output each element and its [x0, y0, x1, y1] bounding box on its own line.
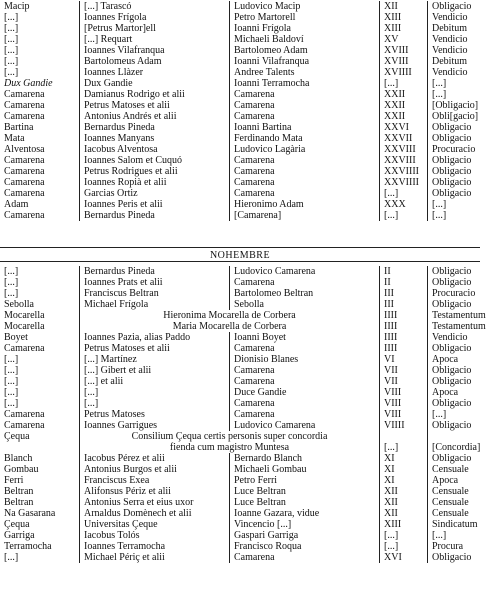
table-cell: Camarena — [230, 343, 380, 354]
table-cell: Duce Gandie — [230, 387, 380, 398]
table-cell: Obligacio — [432, 277, 472, 288]
table-cell: Camarena — [230, 552, 380, 563]
table-cell: IIII — [380, 321, 428, 332]
table-cell: Damianus Rodrigo et alii — [80, 89, 230, 100]
table-cell: Mocarella — [0, 321, 80, 332]
table-cell: Camarena — [230, 409, 380, 420]
table-cell: Obligacio — [432, 552, 472, 563]
table-cell: Ludovico Macip — [230, 1, 380, 12]
table-cell: Na Gasarana — [0, 508, 80, 519]
table-cell: [...] — [0, 376, 80, 387]
table-cell: Franciscus Exea — [80, 475, 230, 486]
table-cell: III — [380, 288, 428, 299]
table-cell: Arnaldus Domènech et alii — [80, 508, 230, 519]
table-cell: Sebolla — [0, 299, 80, 310]
table-cell: Camarena — [230, 89, 380, 100]
table-cell: Iacobus Tolós — [80, 530, 230, 541]
table-cell: Camarena — [0, 155, 80, 166]
table-cell: [...] — [432, 530, 447, 541]
table-cell: VII — [380, 376, 428, 387]
table-cell: Ioannes Terramocha — [80, 541, 230, 552]
table-cell: Camarena — [230, 100, 380, 111]
table-cell: Apoca — [432, 387, 459, 398]
table-cell: IIII — [380, 310, 428, 321]
table-cell: Obligacio — [432, 365, 472, 376]
table-cell: Antonius Serra et eius uxor — [80, 497, 230, 508]
table-cell: XI — [380, 475, 428, 486]
table-cell: Camarena — [230, 376, 380, 387]
table-cell: Ludovico Lagària — [230, 144, 380, 155]
table-cell: IIII — [380, 343, 428, 354]
table-cell: Censuale — [432, 497, 469, 508]
table-cell: [...] — [0, 552, 80, 563]
table-cell: Obligacio — [432, 343, 472, 354]
table-cell: XIII — [380, 12, 428, 23]
table-cell: XXVIII — [380, 144, 428, 155]
table-cell: Vendicio — [432, 45, 468, 56]
table-cell: Ferdinando Mata — [230, 133, 380, 144]
table-cell: Michaeli Baldoví — [230, 34, 380, 45]
table-cell: Maria Mocarella de Corbera — [80, 321, 380, 332]
table-cell: Camarena — [0, 111, 80, 122]
table-cell: Camarena — [0, 188, 80, 199]
table-cell: fienda cum magistro Muntesa — [80, 442, 380, 453]
table-cell: VIII — [380, 409, 428, 420]
table-cell: Obli[gacio] — [432, 111, 479, 122]
table-cell: Obligacio — [432, 133, 472, 144]
table-cell: XVI — [380, 552, 428, 563]
table-cell: Ferri — [0, 475, 80, 486]
table-cell: XXII — [380, 111, 428, 122]
table-cell: XII — [380, 1, 428, 12]
table-cell: Obligacio — [432, 188, 472, 199]
table-cell: Obligacio — [432, 266, 472, 277]
table-cell: [...] — [80, 387, 230, 398]
table-cell: Gaspari Garriga — [230, 530, 380, 541]
table-cell: Obligacio — [432, 299, 472, 310]
table-cell: VIII — [380, 387, 428, 398]
table-cell: Andree Talents — [230, 67, 380, 78]
table-cell: Camarena — [230, 365, 380, 376]
table-cell: Ioannes Peris et alii — [80, 199, 230, 210]
table-cell: III — [380, 299, 428, 310]
table-cell: Vendicio — [432, 34, 468, 45]
table-cell: Petro Martorell — [230, 12, 380, 23]
table-cell: Beltran — [0, 497, 80, 508]
table-cell: Camarena — [0, 409, 80, 420]
table-cell: Çequa — [0, 519, 80, 530]
divider-top — [0, 247, 480, 248]
table-cell: Ioanni Frígola — [230, 23, 380, 34]
table-cell: Testamentum — [432, 321, 486, 332]
month-heading: NOHEMBRE — [209, 250, 271, 261]
table-cell: Camarena — [0, 210, 80, 221]
table-cell: Dionisio Blanes — [230, 354, 380, 365]
table-cell: Bartolomeus Adam — [80, 56, 230, 67]
table-cell: [...] — [432, 199, 447, 210]
table-cell: Hieronima Mocarella de Corbera — [80, 310, 380, 321]
table-cell: Camarena — [230, 177, 380, 188]
table-cell: Ioannes Manyans — [80, 133, 230, 144]
table-cell: [...] — [0, 277, 80, 288]
table-cell: [...] — [432, 89, 447, 100]
table-cell — [0, 442, 80, 453]
table-cell: Obligacio — [432, 122, 472, 133]
table-cell: Debitum — [432, 23, 467, 34]
table-cell: Universitas Çeque — [80, 519, 230, 530]
table-cell: [...] — [380, 210, 428, 221]
table-cell: Obligacio — [432, 177, 472, 188]
table-cell: XIII — [380, 23, 428, 34]
table-cell: Bartina — [0, 122, 80, 133]
table-cell: Vendicio — [432, 67, 468, 78]
table-cell: Vendicio — [432, 332, 468, 343]
table-cell: Luce Beltran — [230, 497, 380, 508]
table-cell: Ioanni Vilafranqua — [230, 56, 380, 67]
table-cell: Michael Frígola — [80, 299, 230, 310]
table-cell: [...] — [80, 398, 230, 409]
table-cell: [...] — [0, 12, 80, 23]
table-cell: [...] — [0, 23, 80, 34]
table-cell: Bartolomeo Adam — [230, 45, 380, 56]
table-cell: Debitum — [432, 56, 467, 67]
table-cell: XXII — [380, 89, 428, 100]
table-cell: Bernardo Blanch — [230, 453, 380, 464]
table-cell: Garriga — [0, 530, 80, 541]
table-cell: [...] — [432, 409, 447, 420]
table-cell: XI — [380, 464, 428, 475]
table-cell: Ioanne Gazara, vidue — [230, 508, 380, 519]
table-cell: Ioannes Ropià et alii — [80, 177, 230, 188]
table-cell: [...] — [380, 188, 428, 199]
table-cell: Petrus Matoses et alii — [80, 343, 230, 354]
table-cell: Sebolla — [230, 299, 380, 310]
table-cell: [Concordia] — [432, 442, 481, 453]
table-cell: Petrus Matoses et alii — [80, 100, 230, 111]
table-cell: Obligacio — [432, 166, 472, 177]
table-cell: Dux Gandie — [0, 78, 80, 89]
table-cell: Michael Périç et alii — [80, 552, 230, 563]
table-cell: Garcias Ortiz — [80, 188, 230, 199]
table-cell: Camarena — [230, 155, 380, 166]
table-cell: Camarena — [0, 420, 80, 431]
table-cell: XII — [380, 497, 428, 508]
table-cell: XXVI — [380, 122, 428, 133]
table-cell: Camarena — [0, 343, 80, 354]
table-cell: [Petrus Martor]ell — [80, 23, 230, 34]
table-cell: Michaeli Gombau — [230, 464, 380, 475]
table-cell: XVIIII — [380, 67, 428, 78]
table-cell: II — [380, 277, 428, 288]
table-cell: [...] — [0, 398, 80, 409]
table-cell: [...] Requart — [80, 34, 230, 45]
table-top — [0, 1, 480, 221]
table-cell: Ioannes Frígola — [80, 12, 230, 23]
table-cell: Sindicatum — [432, 519, 478, 530]
table-cell: XXVIIII — [380, 177, 428, 188]
table-cell: Ioannes Prats et alii — [80, 277, 230, 288]
table-cell: Obligacio — [432, 155, 472, 166]
table-cell: [...] — [380, 442, 428, 453]
table-cell: Censuale — [432, 486, 469, 497]
table-cell: Apoca — [432, 475, 459, 486]
table-cell: XII — [380, 486, 428, 497]
table-cell: [...] et alii — [80, 376, 230, 387]
table-cell: Ioannes Vilafranqua — [80, 45, 230, 56]
table-cell: XVIII — [380, 56, 428, 67]
table-cell: [Camarena] — [230, 210, 380, 221]
table-cell: [...] Tarascó — [80, 1, 230, 12]
table-cell: Gombau — [0, 464, 80, 475]
table-cell: Camarena — [230, 398, 380, 409]
table-cell: XIII — [380, 519, 428, 530]
table-cell: [...] — [0, 56, 80, 67]
table-cell: Obligacio — [432, 453, 472, 464]
table-cell: XXVIII — [380, 155, 428, 166]
table-cell: Bernardus Pineda — [80, 266, 230, 277]
table-cell: Ioannes Salom et Cuquó — [80, 155, 230, 166]
table-cell: Camarena — [0, 89, 80, 100]
table-cell: Macip — [0, 1, 80, 12]
table-cell: Petrus Matoses — [80, 409, 230, 420]
table-cell: [...] — [0, 34, 80, 45]
table-cell: Antonius Burgos et alii — [80, 464, 230, 475]
table-cell: Antonius Andrés et alii — [80, 111, 230, 122]
table-cell: XV — [380, 34, 428, 45]
table-cell: Dux Gandie — [80, 78, 230, 89]
table-cell: Hieronimo Adam — [230, 199, 380, 210]
table-cell: [...] Martínez — [80, 354, 230, 365]
table-cell: [...] — [0, 354, 80, 365]
table-cell: Blanch — [0, 453, 80, 464]
table-cell: Petro Ferri — [230, 475, 380, 486]
table-cell: Obligacio — [432, 420, 472, 431]
table-cell: Ioanni Boyet — [230, 332, 380, 343]
table-cell: Çequa — [0, 431, 80, 442]
table-cell: XXII — [380, 100, 428, 111]
table-cell: Ioanni Terramocha — [230, 78, 380, 89]
table-cell: VI — [380, 354, 428, 365]
table-cell — [380, 431, 428, 442]
table-cell: Ioannes Garrigues — [80, 420, 230, 431]
table-cell: [...] — [0, 387, 80, 398]
table-cell: VIII — [380, 398, 428, 409]
table-cell: Testamentum — [432, 310, 486, 321]
table-cell: IIII — [380, 332, 428, 343]
table-cell: XXX — [380, 199, 428, 210]
table-cell: Iacobus Alventosa — [80, 144, 230, 155]
table-cell: Bartolomeo Beltran — [230, 288, 380, 299]
table-cell: XI — [380, 453, 428, 464]
table-cell: [...] — [432, 210, 447, 221]
table-cell: [Obligacio] — [432, 100, 479, 111]
table-cell: [...] — [380, 530, 428, 541]
table-cell: VII — [380, 365, 428, 376]
table-cell: Beltran — [0, 486, 80, 497]
table-cell: Alifonsus Périz et alii — [80, 486, 230, 497]
table-cell: Bernardus Pineda — [80, 122, 230, 133]
table-cell: II — [380, 266, 428, 277]
table-cell: Ioanni Bartina — [230, 122, 380, 133]
table-cell: Obligacio — [432, 1, 472, 12]
divider-bottom — [0, 261, 480, 262]
table-cell: Mocarella — [0, 310, 80, 321]
table-cell: Alventosa — [0, 144, 80, 155]
table-cell: Ludovico Camarena — [230, 266, 380, 277]
table-cell: Luce Beltran — [230, 486, 380, 497]
table-cell: Obligacio — [432, 398, 472, 409]
table-cell: [...] Gibert et alii — [80, 365, 230, 376]
table-cell: Consilium Çequa certis personis super concordia — [80, 431, 380, 442]
table-cell: [...] — [380, 78, 428, 89]
table-cell: Censuale — [432, 464, 469, 475]
table-cell: Camarena — [230, 188, 380, 199]
table-cell: [...] — [380, 541, 428, 552]
table-cell: [...] — [0, 67, 80, 78]
table-cell: Obligacio — [432, 376, 472, 387]
table-cell: Petrus Rodrigues et alii — [80, 166, 230, 177]
table-cell: Ioannes Llàzer — [80, 67, 230, 78]
table-cell: VIIII — [380, 420, 428, 431]
table-cell: [...] — [0, 365, 80, 376]
table-cell: Censuale — [432, 508, 469, 519]
table-cell: XVIII — [380, 45, 428, 56]
table-cell: Terramocha — [0, 541, 80, 552]
table-cell: Bernardus Pineda — [80, 210, 230, 221]
table-cell: Ludovico Camarena — [230, 420, 380, 431]
table-cell: Boyet — [0, 332, 80, 343]
table-cell: Camarena — [230, 277, 380, 288]
table-bottom — [0, 266, 486, 563]
table-cell: Camarena — [0, 166, 80, 177]
table-cell: Franciscus Beltran — [80, 288, 230, 299]
table-cell: XII — [380, 508, 428, 519]
table-cell: Procuracio — [432, 288, 476, 299]
table-cell: Francisco Roqua — [230, 541, 380, 552]
table-cell: Vendicio — [432, 12, 468, 23]
table-cell: Mata — [0, 133, 80, 144]
table-cell: [...] — [0, 288, 80, 299]
table-cell: Apoca — [432, 354, 459, 365]
table-cell: [...] — [0, 45, 80, 56]
table-cell: Camarena — [0, 177, 80, 188]
table-cell: Camarena — [0, 100, 80, 111]
table-cell: Procuracio — [432, 144, 476, 155]
table-cell — [428, 431, 480, 442]
table-cell: Adam — [0, 199, 80, 210]
table-cell: Procura — [432, 541, 464, 552]
table-cell: Ioannes Pazia, alias Paddo — [80, 332, 230, 343]
table-cell: XXVII — [380, 133, 428, 144]
table-cell: Camarena — [230, 166, 380, 177]
table-cell: Camarena — [230, 111, 380, 122]
table-cell: [...] — [432, 78, 447, 89]
table-cell: Vincencio [...] — [230, 519, 380, 530]
table-cell: XXVIIII — [380, 166, 428, 177]
table-cell: Iacobus Pérez et alii — [80, 453, 230, 464]
table-cell: [...] — [0, 266, 80, 277]
